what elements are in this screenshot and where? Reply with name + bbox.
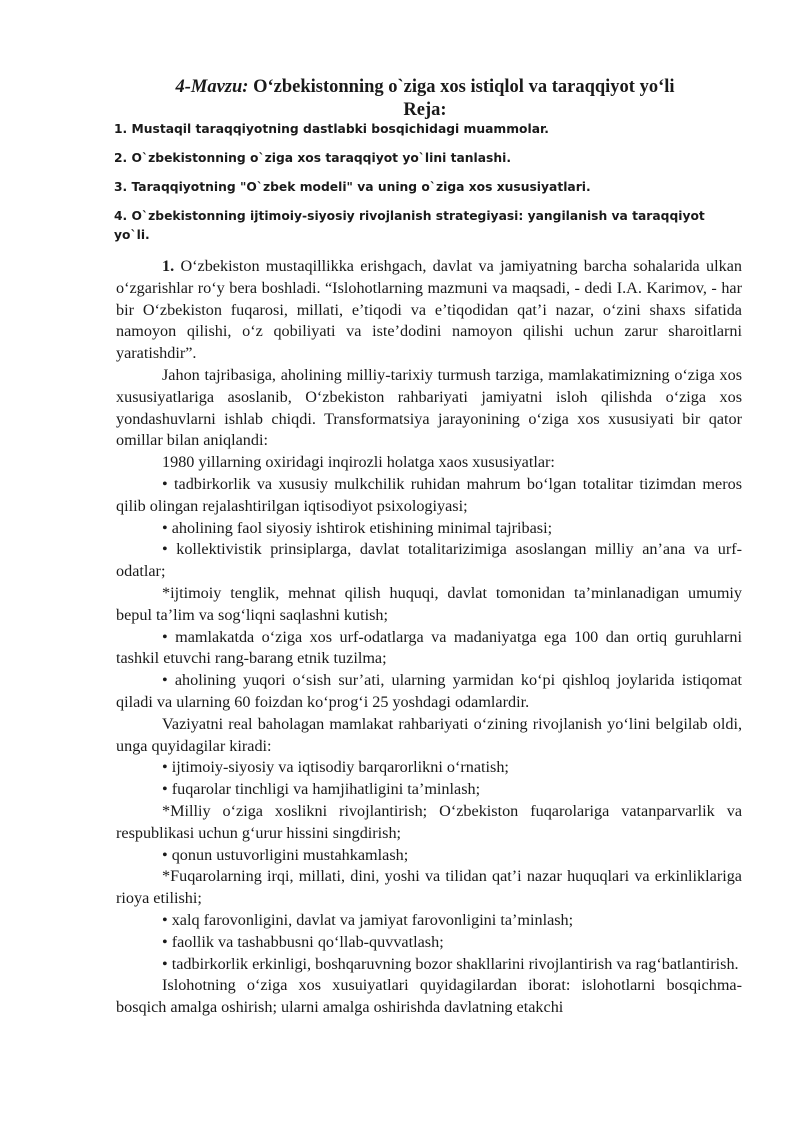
plan-item: 3. Taraqqiyotning "O`zbek modeli" va uning o`ziga xos xususiyatlari. — [114, 180, 591, 194]
plan-heading: Reja: — [403, 100, 447, 120]
list-item: • faollik va tashabbusni qo‘llab-quvvatlash; — [162, 932, 444, 951]
list-item: *ijtimoiy tenglik, mehnat qilish huquqi, davlat tomonidan ta’minlanadigan umumiy bepul ta’lim va sog‘liqni saqlashni kutish; — [116, 583, 742, 624]
list-item: • aholining faol siyosiy ishtirok etishining minimal tajribasi; — [162, 518, 553, 537]
page-title — [110, 76, 740, 98]
title-prefix: 4-Mavzu: — [175, 77, 249, 97]
list-item: • tadbirkorlik va xususiy mulkchilik ruhidan mahrum bo‘lgan totalitar tizimdan meros qilib olingan rejalashtirilgan iqtisodiyot psixologiyasi; — [116, 474, 742, 515]
plan-item: 4. O`zbekistonning ijtimoiy-siyosiy rivojlanish strategiyasi: yangilanish va taraqqiyot yo`li. — [114, 209, 705, 242]
paragraph: Jahon tajribasiga, aholining milliy-tarixiy turmush tarziga, mamlakatimizning o‘ziga xos xususiyatlariga asoslanib, O‘zbekiston rahbariyati jamiyatni isloh qilishda o‘ziga xos yondashuvlarni ishlab chiqdi. Transformatsiya jarayonining o‘ziga xos xususiyati bir qator omillar bilan aniqlandi: — [116, 365, 742, 450]
plan-list — [114, 120, 744, 255]
list-item: • qonun ustuvorligini mustahkamlash; — [162, 845, 409, 864]
paragraph — [116, 256, 742, 365]
list-item: • ijtimoiy-siyosiy va iqtisodiy barqarorlikni o‘rnatish; — [162, 758, 509, 777]
plan-item: 2. O`zbekistonning o`ziga xos taraqqiyot yo`lini tanlashi. — [114, 151, 512, 165]
paragraph: Vaziyatni real baholagan mamlakat rahbariyati o‘zining rivojlanish yo‘lini belgilab oldi, unga quyidagilar kiradi: — [116, 714, 742, 755]
list-item: *Milliy o‘ziga xoslikni rivojlantirish; O‘zbekiston fuqarolariga vatanparvarlik va respublikasi uchun g‘urur hissini singdirish; — [116, 801, 742, 842]
list-item: • mamlakatda o‘ziga xos urf-odatlarga va madaniyatga ega 100 dan ortiq guruhlarni tashkil etuvchi rang-barang etnik tuzilma; — [116, 627, 742, 668]
list-item: • xalq farovonligini, davlat va jamiyat farovonligini ta’minlash; — [162, 910, 574, 929]
plan-item: 1. Mustaqil taraqqiyotning dastlabki bosqichidagi muammolar. — [114, 122, 549, 136]
list-item: • aholining yuqori o‘sish sur’ati, ularning yarmidan ko‘pi qishloq joylarida istiqomat qiladi va ularning 60 foizdan ko‘prog‘i 25 yoshdagi odamlardir. — [116, 671, 742, 711]
list-item: *Fuqarolarning irqi, millati, dini, yoshi va tilidan qat’i nazar huquqlari va erkinliklariga rioya etilishi; — [116, 867, 742, 908]
list-item: • kollektivistik prinsiplarga, davlat totalitarizimiga asoslangan milliy an’ana va urf-odatlar; — [116, 540, 742, 581]
title-text: O‘zbekistonning o`ziga xos istiqlol va taraqqiyot yo‘li — [248, 77, 675, 97]
list-item: • tadbirkorlik erkinligi, boshqaruvning bozor shakllarini rivojlantirish va rag‘batlantirish. — [162, 954, 739, 973]
paragraph-text: O‘zbekiston mustaqillikka erishgach, davlat va jamiyatning barcha sohalarida ulkan o‘zgarishlar ro‘y bera boshladi. “Islohotlarning mazmuni va maqsadi, - dedi I.A. Karimov, - har bir O‘zbekiston fuqarosi, millati, e’tiqodi va e’tiqodidan qat’i nazar, o‘zini shaxs sifatida namoyon qilishi, o‘z qobiliyati va iste’dodini namoyon qilishi uchun zarur sharoitlarni yaratishdir”. — [116, 257, 742, 363]
paragraph: 1980 yillarning oxiridagi inqirozli holatga xaos xususiyatlar: — [162, 453, 555, 472]
paragraph: Islohotning o‘ziga xos xusuiyatlari quyidagilardan iborat: islohotlarni bosqichma-bosqich amalga oshirish; ularni amalga oshirishda davlatning etakchi — [116, 976, 742, 1017]
body-text — [116, 256, 742, 1019]
list-item: • fuqarolar tinchligi va hamjihatligini ta’minlash; — [162, 780, 481, 799]
section-number: 1. — [162, 257, 175, 275]
